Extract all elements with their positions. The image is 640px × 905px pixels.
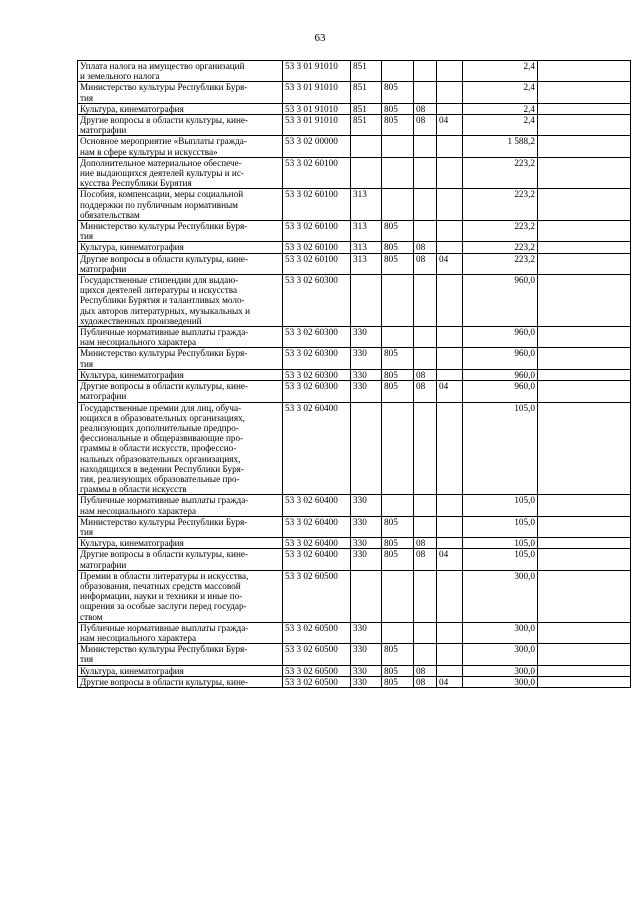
- item-name-cell: Премии в области литературы и искусства, образования, печатных средств массовой информации, науки и техники и иные по- ощрения за особые заслуги перед государ- ством: [78, 570, 283, 622]
- section-cell: [414, 327, 437, 348]
- table-row: [78, 115, 631, 136]
- margin-cell: [538, 570, 631, 622]
- table-body: [78, 61, 631, 688]
- subsection-cell: [437, 402, 463, 495]
- table-row: [78, 103, 631, 114]
- section-cell: [414, 82, 437, 103]
- item-name-cell: Другие вопросы в области культуры, кине- матографии: [78, 253, 283, 274]
- expense-type-cell: 330: [351, 676, 382, 687]
- amount-cell: 223,2: [463, 221, 538, 242]
- amount-cell: 960,0: [463, 369, 538, 380]
- amount-cell: 960,0: [463, 348, 538, 369]
- table-row: [78, 189, 631, 221]
- expense-type-cell: 330: [351, 644, 382, 665]
- section-cell: 08: [414, 676, 437, 687]
- item-name-cell: Министерство культуры Республики Буря- тия: [78, 348, 283, 369]
- target-code-cell: 53 3 02 60100: [283, 189, 351, 221]
- table-row: [78, 348, 631, 369]
- subsection-cell: [437, 136, 463, 157]
- section-cell: [414, 157, 437, 189]
- margin-cell: [538, 115, 631, 136]
- expense-type-cell: [351, 570, 382, 622]
- amount-cell: 960,0: [463, 327, 538, 348]
- section-cell: [414, 622, 437, 643]
- budget-table: [77, 60, 631, 688]
- subsection-cell: [437, 189, 463, 221]
- target-code-cell: 53 3 01 91010: [283, 115, 351, 136]
- amount-cell: 2,4: [463, 61, 538, 82]
- section-cell: [414, 644, 437, 665]
- target-code-cell: 53 3 01 91010: [283, 103, 351, 114]
- item-name-cell: Другие вопросы в области культуры, кине-: [78, 676, 283, 687]
- subsection-cell: 04: [437, 253, 463, 274]
- margin-cell: [538, 549, 631, 570]
- administrator-code-cell: 805: [382, 82, 414, 103]
- amount-cell: 2,4: [463, 103, 538, 114]
- target-code-cell: 53 3 02 60300: [283, 381, 351, 402]
- item-name-cell: Министерство культуры Республики Буря- тия: [78, 516, 283, 537]
- administrator-code-cell: 805: [382, 103, 414, 114]
- expense-type-cell: 330: [351, 516, 382, 537]
- margin-cell: [538, 381, 631, 402]
- target-code-cell: 53 3 02 60400: [283, 516, 351, 537]
- subsection-cell: [437, 570, 463, 622]
- target-code-cell: 53 3 02 60100: [283, 242, 351, 253]
- expense-type-cell: 330: [351, 381, 382, 402]
- expense-type-cell: 330: [351, 369, 382, 380]
- subsection-cell: [437, 665, 463, 676]
- administrator-code-cell: 805: [382, 242, 414, 253]
- administrator-code-cell: [382, 136, 414, 157]
- item-name-cell: Министерство культуры Республики Буря- тия: [78, 221, 283, 242]
- table-row: [78, 221, 631, 242]
- section-cell: 08: [414, 115, 437, 136]
- item-name-cell: Культура, кинематография: [78, 369, 283, 380]
- administrator-code-cell: [382, 157, 414, 189]
- table-row: [78, 644, 631, 665]
- expense-type-cell: 330: [351, 622, 382, 643]
- section-cell: [414, 516, 437, 537]
- amount-cell: 960,0: [463, 381, 538, 402]
- item-name-cell: Министерство культуры Республики Буря- тия: [78, 82, 283, 103]
- margin-cell: [538, 157, 631, 189]
- target-code-cell: 53 3 02 60100: [283, 221, 351, 242]
- table-row: [78, 570, 631, 622]
- subsection-cell: [437, 538, 463, 549]
- target-code-cell: 53 3 02 60400: [283, 538, 351, 549]
- administrator-code-cell: [382, 402, 414, 495]
- item-name-cell: Другие вопросы в области культуры, кине- матографии: [78, 549, 283, 570]
- expense-type-cell: 313: [351, 253, 382, 274]
- item-name-cell: Дополнительное материальное обеспече- ние выдающихся деятелей культуры и ис- кусства Республики Бурятия: [78, 157, 283, 189]
- item-name-cell: Культура, кинематография: [78, 242, 283, 253]
- expense-type-cell: 313: [351, 242, 382, 253]
- amount-cell: 105,0: [463, 402, 538, 495]
- amount-cell: 223,2: [463, 189, 538, 221]
- subsection-cell: [437, 103, 463, 114]
- item-name-cell: Министерство культуры Республики Буря- тия: [78, 644, 283, 665]
- item-name-cell: Другие вопросы в области культуры, кине- матографии: [78, 381, 283, 402]
- table-row: [78, 495, 631, 516]
- section-cell: [414, 570, 437, 622]
- expense-type-cell: [351, 402, 382, 495]
- item-name-cell: Другие вопросы в области культуры, кине- матографии: [78, 115, 283, 136]
- amount-cell: 1 588,2: [463, 136, 538, 157]
- table-row: [78, 381, 631, 402]
- expense-type-cell: 313: [351, 189, 382, 221]
- target-code-cell: 53 3 02 00000: [283, 136, 351, 157]
- amount-cell: 105,0: [463, 495, 538, 516]
- administrator-code-cell: [382, 570, 414, 622]
- subsection-cell: 04: [437, 381, 463, 402]
- table-row: [78, 676, 631, 687]
- expense-type-cell: 851: [351, 115, 382, 136]
- table-row: [78, 157, 631, 189]
- table-row: [78, 516, 631, 537]
- table-row: [78, 275, 631, 327]
- expense-type-cell: 851: [351, 82, 382, 103]
- item-name-cell: Государственные стипендии для выдаю- щихся деятелей литературы и искусства Республики Бурятия и талантливых моло- дых авторов литературных, музыкальных и художественных произведений: [78, 275, 283, 327]
- amount-cell: 105,0: [463, 516, 538, 537]
- target-code-cell: 53 3 01 91010: [283, 61, 351, 82]
- target-code-cell: 53 3 02 60500: [283, 570, 351, 622]
- subsection-cell: [437, 369, 463, 380]
- expense-type-cell: 330: [351, 495, 382, 516]
- table-row: [78, 136, 631, 157]
- expense-type-cell: 330: [351, 348, 382, 369]
- item-name-cell: Публичные нормативные выплаты гражда- нам несоциального характера: [78, 327, 283, 348]
- section-cell: [414, 136, 437, 157]
- expense-type-cell: 330: [351, 665, 382, 676]
- amount-cell: 300,0: [463, 676, 538, 687]
- section-cell: [414, 402, 437, 495]
- item-name-cell: Уплата налога на имущество организаций и земельного налога: [78, 61, 283, 82]
- amount-cell: 960,0: [463, 275, 538, 327]
- margin-cell: [538, 665, 631, 676]
- subsection-cell: [437, 622, 463, 643]
- section-cell: [414, 221, 437, 242]
- section-cell: [414, 61, 437, 82]
- expense-type-cell: 330: [351, 538, 382, 549]
- page-number: 63: [314, 32, 326, 44]
- margin-cell: [538, 369, 631, 380]
- amount-cell: 300,0: [463, 644, 538, 665]
- margin-cell: [538, 327, 631, 348]
- margin-cell: [538, 242, 631, 253]
- amount-cell: 223,2: [463, 253, 538, 274]
- expense-type-cell: [351, 136, 382, 157]
- section-cell: 08: [414, 242, 437, 253]
- margin-cell: [538, 275, 631, 327]
- expense-type-cell: 330: [351, 549, 382, 570]
- administrator-code-cell: [382, 275, 414, 327]
- margin-cell: [538, 495, 631, 516]
- administrator-code-cell: 805: [382, 348, 414, 369]
- amount-cell: 223,2: [463, 242, 538, 253]
- section-cell: [414, 275, 437, 327]
- margin-cell: [538, 253, 631, 274]
- amount-cell: 2,4: [463, 82, 538, 103]
- expense-type-cell: 330: [351, 327, 382, 348]
- margin-cell: [538, 136, 631, 157]
- expense-type-cell: 313: [351, 221, 382, 242]
- section-cell: 08: [414, 665, 437, 676]
- administrator-code-cell: [382, 61, 414, 82]
- target-code-cell: 53 3 01 91010: [283, 82, 351, 103]
- table-row: [78, 242, 631, 253]
- amount-cell: 105,0: [463, 538, 538, 549]
- subsection-cell: [437, 82, 463, 103]
- target-code-cell: 53 3 02 60500: [283, 665, 351, 676]
- target-code-cell: 53 3 02 60300: [283, 275, 351, 327]
- administrator-code-cell: 805: [382, 549, 414, 570]
- target-code-cell: 53 3 02 60500: [283, 676, 351, 687]
- subsection-cell: [437, 348, 463, 369]
- subsection-cell: [437, 61, 463, 82]
- target-code-cell: 53 3 02 60300: [283, 369, 351, 380]
- administrator-code-cell: 805: [382, 221, 414, 242]
- administrator-code-cell: 805: [382, 381, 414, 402]
- target-code-cell: 53 3 02 60100: [283, 157, 351, 189]
- table-row: [78, 549, 631, 570]
- margin-cell: [538, 516, 631, 537]
- margin-cell: [538, 103, 631, 114]
- administrator-code-cell: 805: [382, 644, 414, 665]
- amount-cell: 105,0: [463, 549, 538, 570]
- administrator-code-cell: [382, 622, 414, 643]
- subsection-cell: [437, 275, 463, 327]
- section-cell: 08: [414, 538, 437, 549]
- subsection-cell: 04: [437, 549, 463, 570]
- item-name-cell: Культура, кинематография: [78, 538, 283, 549]
- subsection-cell: [437, 516, 463, 537]
- item-name-cell: Культура, кинематография: [78, 665, 283, 676]
- subsection-cell: [437, 495, 463, 516]
- expense-type-cell: 851: [351, 61, 382, 82]
- target-code-cell: 53 3 02 60500: [283, 644, 351, 665]
- target-code-cell: 53 3 02 60300: [283, 348, 351, 369]
- margin-cell: [538, 538, 631, 549]
- amount-cell: 300,0: [463, 570, 538, 622]
- table-row: [78, 61, 631, 82]
- amount-cell: 300,0: [463, 622, 538, 643]
- target-code-cell: 53 3 02 60400: [283, 549, 351, 570]
- margin-cell: [538, 402, 631, 495]
- table-row: [78, 538, 631, 549]
- subsection-cell: [437, 327, 463, 348]
- margin-cell: [538, 221, 631, 242]
- section-cell: 08: [414, 381, 437, 402]
- subsection-cell: [437, 644, 463, 665]
- administrator-code-cell: 805: [382, 516, 414, 537]
- margin-cell: [538, 348, 631, 369]
- expense-type-cell: 851: [351, 103, 382, 114]
- item-name-cell: Культура, кинематография: [78, 103, 283, 114]
- table-row: [78, 369, 631, 380]
- item-name-cell: Публичные нормативные выплаты гражда- нам несоциального характера: [78, 495, 283, 516]
- margin-cell: [538, 82, 631, 103]
- target-code-cell: 53 3 02 60300: [283, 327, 351, 348]
- margin-cell: [538, 622, 631, 643]
- margin-cell: [538, 189, 631, 221]
- administrator-code-cell: 805: [382, 676, 414, 687]
- target-code-cell: 53 3 02 60100: [283, 253, 351, 274]
- table-row: [78, 665, 631, 676]
- target-code-cell: 53 3 02 60400: [283, 495, 351, 516]
- item-name-cell: Пособия, компенсации, меры социальной поддержки по публичным нормативным обязательствам: [78, 189, 283, 221]
- margin-cell: [538, 676, 631, 687]
- subsection-cell: [437, 221, 463, 242]
- section-cell: 08: [414, 369, 437, 380]
- administrator-code-cell: [382, 495, 414, 516]
- amount-cell: 223,2: [463, 157, 538, 189]
- amount-cell: 300,0: [463, 665, 538, 676]
- administrator-code-cell: [382, 189, 414, 221]
- administrator-code-cell: 805: [382, 115, 414, 136]
- table-row: [78, 82, 631, 103]
- subsection-cell: 04: [437, 676, 463, 687]
- subsection-cell: 04: [437, 115, 463, 136]
- target-code-cell: 53 3 02 60500: [283, 622, 351, 643]
- item-name-cell: Государственные премии для лиц, обуча- ющихся в образовательных организациях, реализующих дополнительные предпро- фессиональные и общеразвивающие про- граммы в области искусств, профессио- нальных образовательных организациях, находящихся в ведении Республики Буря- тия, реализующих образовательные про- граммы в области искусств: [78, 402, 283, 495]
- administrator-code-cell: 805: [382, 369, 414, 380]
- amount-cell: 2,4: [463, 115, 538, 136]
- item-name-cell: Основное мероприятие «Выплаты гражда- нам в сфере культуры и искусства»: [78, 136, 283, 157]
- section-cell: 08: [414, 549, 437, 570]
- section-cell: 08: [414, 253, 437, 274]
- administrator-code-cell: 805: [382, 665, 414, 676]
- table-row: [78, 622, 631, 643]
- section-cell: [414, 495, 437, 516]
- administrator-code-cell: 805: [382, 253, 414, 274]
- administrator-code-cell: 805: [382, 538, 414, 549]
- section-cell: [414, 189, 437, 221]
- margin-cell: [538, 644, 631, 665]
- subsection-cell: [437, 242, 463, 253]
- table-row: [78, 402, 631, 495]
- item-name-cell: Публичные нормативные выплаты гражда- нам несоциального характера: [78, 622, 283, 643]
- expense-type-cell: [351, 157, 382, 189]
- subsection-cell: [437, 157, 463, 189]
- expense-type-cell: [351, 275, 382, 327]
- table-row: [78, 327, 631, 348]
- section-cell: [414, 348, 437, 369]
- table-row: [78, 253, 631, 274]
- margin-cell: [538, 61, 631, 82]
- section-cell: 08: [414, 103, 437, 114]
- target-code-cell: 53 3 02 60400: [283, 402, 351, 495]
- administrator-code-cell: [382, 327, 414, 348]
